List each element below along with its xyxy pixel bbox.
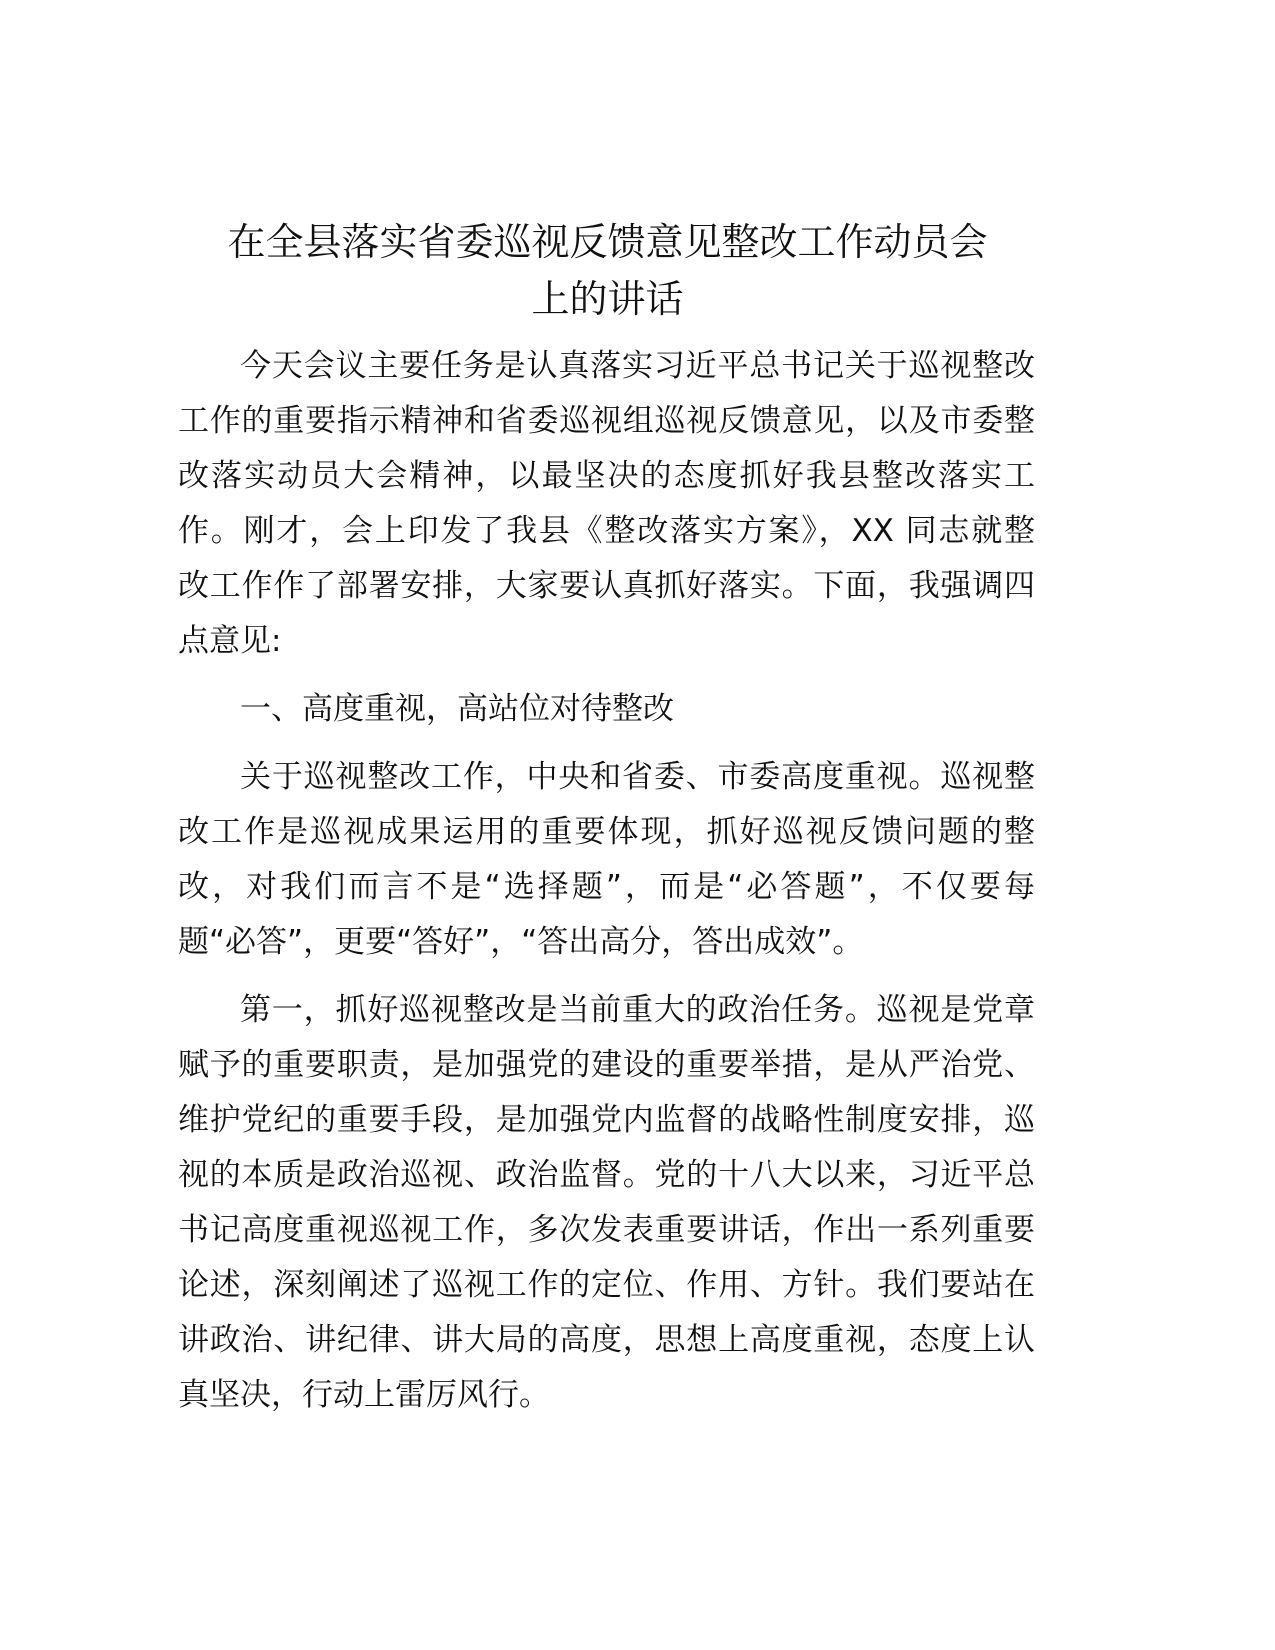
- paragraph: [178, 983, 1035, 1423]
- text-line: 赋予的重要职责，是加强党的建设的重要举措，是从严治党、: [178, 1047, 1035, 1083]
- text-line: 今天会议主要任务是认真落实习近平总书记关于巡视整改: [240, 348, 1035, 384]
- text-line: 论述，深刻阐述了巡视工作的定位、作用、方针。我们要站在: [178, 1267, 1035, 1303]
- text-line: 关于巡视整改工作，中央和省委、市委高度重视。巡视整: [240, 759, 1035, 795]
- document-body: [178, 339, 1035, 1436]
- title-line-2: 上的讲话: [531, 277, 684, 321]
- text-line: 改，对我们而言不是“选择题”，而是“必答题”，不仅要每: [178, 869, 1035, 905]
- text-line: 真坚决，行动上雷厉风行。: [178, 1377, 550, 1413]
- text-line: 改工作作了部署安排，大家要认真抓好落实。下面，我强调四: [178, 568, 1035, 604]
- text-line: 工作的重要指示精神和省委巡视组巡视反馈意见，以及市委整: [178, 403, 1035, 439]
- text-line: 一、高度重视，高站位对待整改: [240, 691, 674, 727]
- document-title: [150, 214, 1065, 328]
- text-line: 题“必答”，更要“答好”，“答出高分，答出成效”。: [178, 924, 864, 960]
- text-line: 作。刚才，会上印发了我县《整改落实方案》，XX 同志就整: [178, 513, 1035, 549]
- text-line: 维护党纪的重要手段，是加强党内监督的战略性制度安排，巡: [178, 1102, 1035, 1138]
- text-line: 书记高度重视巡视工作，多次发表重要讲话，作出一系列重要: [178, 1212, 1035, 1248]
- title-line-1: 在全县落实省委巡视反馈意见整改工作动员会: [227, 220, 988, 264]
- text-line: 改落实动员大会精神，以最坚决的态度抓好我县整改落实工: [178, 458, 1035, 494]
- text-line: 点意见:: [178, 623, 282, 659]
- text-line: 讲政治、讲纪律、讲大局的高度，思想上高度重视，态度上认: [178, 1322, 1035, 1358]
- section-heading: [178, 682, 1035, 737]
- paragraph: [178, 339, 1035, 669]
- text-line: 第一，抓好巡视整改是当前重大的政治任务。巡视是党章: [240, 992, 1035, 1028]
- text-line: 视的本质是政治巡视、政治监督。党的十八大以来，习近平总: [178, 1157, 1035, 1193]
- text-line: 改工作是巡视成果运用的重要体现，抓好巡视反馈问题的整: [178, 814, 1035, 850]
- paragraph: [178, 750, 1035, 970]
